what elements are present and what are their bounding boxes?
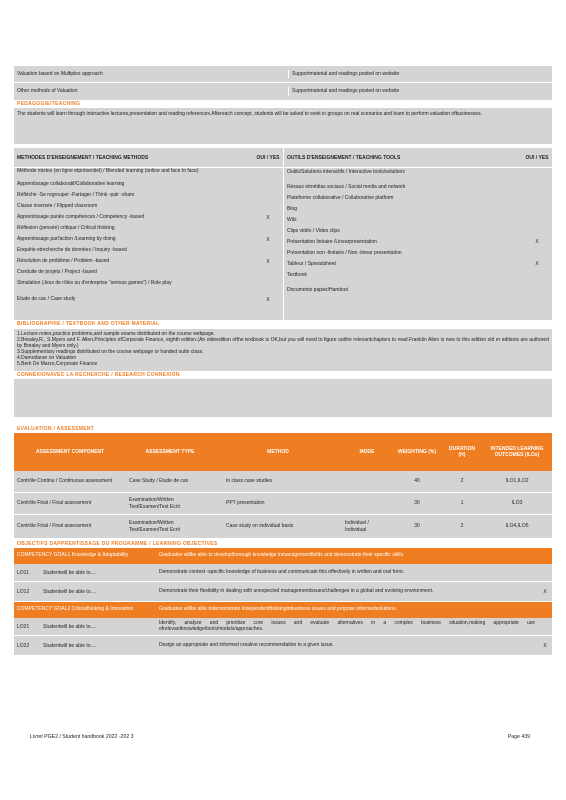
method-label: Apprentissage pariés compétences / Competency -based [17,214,145,221]
method-mark [253,247,283,249]
tool-row [284,271,552,282]
method-mark [253,280,283,282]
tools-header-yes: OUI / YES [525,154,549,161]
connexion-title: CONNEXIONAVEC LA RECHERCHE / RESEARCH CONNEXION [17,371,180,378]
objective-code: LO21 [17,623,30,630]
resource-support: Supportmaterial and readings posted on website [292,88,400,95]
eval-header-outcomes: INTENDED LEARNING OUTCOMES (ILOs) [490,445,544,458]
eval-type: Examination/Written Test/Examen/Test Ecrit [129,520,180,533]
methods-left-column [14,148,284,320]
bibliography-item: 1.Lecture notes,practice problems,and sample exams distributed on the course webpage. [17,330,215,337]
method-label: Simulation (Jeux de rôles ou d'entreprise "serious games") / Role play [17,280,172,287]
eval-weight: 40 [414,478,420,485]
page-content [14,66,552,656]
eval-header-component: ASSESSMENT COMPONENT [35,448,105,455]
objective-row [14,618,552,636]
tool-label: Présentation non -linéaire / Non -linear presentation [287,250,402,257]
method-row [14,247,283,258]
tool-row [284,227,552,238]
resource-row [14,66,552,83]
method-label: Conduite de projets / Project -based [17,269,97,276]
tool-mark [522,205,552,207]
method-label: Classe inversée / Flipped classroom [17,203,98,210]
eval-duration: 1 [460,500,464,507]
method-mark [253,181,283,183]
goal-header [14,548,552,564]
tool-row [284,260,552,271]
tool-label: Textbook [287,272,308,279]
objective-mark: X [543,588,547,595]
objective-who: Studentwill be able to.... [43,642,97,649]
objective-text: Design an appropriate and informed creative recommendation to a given issue. [159,641,334,648]
objective-code: LO12 [17,588,30,595]
goal-description: Graduates willbe able todemonstrate independentthinkinginbusiness issues and propose informedsolutions. [159,606,397,613]
methods-header-label: METHODES D'ENSEIGNEMENT / TEACHING METHODS [17,154,149,161]
method-mark [253,269,283,271]
method-row [14,181,283,192]
method-label: Enquête etrecherche de données / Inquiry -based [17,247,127,254]
resource-topic: Other methods of Valuation [14,87,289,95]
tool-row [284,216,552,227]
eval-outcomes: ILO1,ILO2 [505,478,529,485]
eval-header-method: METHOD [267,448,289,455]
method-mark: X [266,297,270,304]
tools-header-label: OUTILS D'ENSEIGNEMENT / TEACHING TOOLS [287,154,401,161]
method-label: Méthode mixtes (en ligne etprésentiel) / Blended learning (online and face to face) [17,168,199,175]
bibliography-item: 2.Brealey,R., S.Myers and F. Allen,Principles ofCorporate Finance, eighth edition.(An oldeedition ofthe textbook is OK,but you will need to figure outthe relevantchapters to read.Franklin Allen is new to this edition old er editions are authored by Brealey and Myers only.) [17,336,549,349]
eval-header-type: ASSESSMENT TYPE [145,448,195,455]
objective-text: Demonstrate context -specific knowledge of business and communicate this effectively in written and oral form. [159,568,405,575]
resource-row [14,83,552,100]
eval-mode [342,481,392,483]
objective-mark: X [543,642,547,649]
method-row [14,225,283,236]
teaching-methods-table [14,148,552,320]
evaluation-row [14,493,552,515]
bibliography-title: BIBLIOGRAPHIE / TEXTBOOK AND OTHER MATERIAL [17,321,160,328]
tool-label: Présentation linéaire /Linearpresentation [287,239,377,246]
method-mark: X [266,237,270,244]
tool-mark [522,168,552,170]
footer-page-number: Page 439 [507,734,530,740]
eval-type: Examination/Written Test/Examen/Test Ecrit [129,497,180,510]
tool-row [284,249,552,260]
objective-who: Studentwill be able to.... [43,623,97,630]
method-label: Résolution de problème / Problem -based [17,258,110,265]
tool-row [284,286,552,298]
tool-row [284,194,552,205]
evaluation-row [14,471,552,493]
methods-header [14,148,283,168]
goal-name: COMPETENCY GOAL2 Criticalthinking & Innovation [17,606,134,613]
tool-mark [522,216,552,218]
objective-who: Studentwill be able to.... [43,588,97,595]
evaluation-row [14,515,552,539]
eval-mode: Individuel / Individual [345,520,369,533]
goal-name: COMPETENCY GOAL1 Knowledge & Adaptability [17,552,129,559]
method-label: Etude de cas / Case study [17,296,76,303]
tools-header [284,148,552,168]
objective-code: LO11 [17,569,29,576]
tool-label: Wiki [287,217,297,224]
tool-mark [522,249,552,251]
eval-mode [342,503,392,505]
objective-text: Identify, analyze and prioritize core issues and evaluate alternatives in a complex business situation,making appropriate use ofrelevantknowledge/tools/models/approaches. [159,620,535,632]
objective-row [14,564,552,582]
objective-who: Studentwill be able to.... [43,569,97,576]
goal-spacer [538,609,552,611]
tool-mark [522,227,552,229]
goal-description: Graduates willbe able to developthorough knowledge inmanagementfields and demonstrate their specific skills. [159,552,405,559]
eval-outcomes: ILO4,ILO5 [505,523,529,530]
eval-weight: 30 [414,523,420,530]
method-row [14,280,283,296]
method-row [14,269,283,280]
eval-component: Contrôle Continu / Continuous assessment [17,478,113,485]
tool-label: Résaux etmédias sociaux / Social media and network [287,184,406,191]
eval-outcomes: ILO3 [511,500,523,507]
eval-header-weight: WEIGHTING (%) [397,448,437,455]
method-mark: X [266,259,270,266]
method-mark [253,192,283,194]
methods-header-yes: OUI / YES [256,154,280,161]
tool-row [284,205,552,216]
method-row [14,192,283,203]
evaluation-header [14,433,552,471]
evaluation-table [14,433,552,539]
objective-row [14,636,552,656]
tool-mark [522,183,552,185]
method-label: Réflexion (pensée) critique / Critical thinking [17,225,115,232]
tool-mark: X [535,261,539,268]
method-row [14,168,283,181]
tool-label: Outils/Solutions interactifs / Interactive tools/solutions [287,169,405,176]
resource-topic: Valuation based on Multiples approach [14,70,289,78]
bibliography-item: 3.Supplementary readings distributed on the course webpage or handed outin class. [17,348,204,355]
method-mark [253,225,283,227]
method-row [14,203,283,214]
eval-header-duration: DURATION (H) [448,445,475,458]
method-label: Apprentissage parl'action /Learning by doing [17,236,116,243]
bibliography-item: 5.Berk De Marzo,Corporate Finance [17,360,98,367]
eval-header-mode: MODE [359,448,375,455]
pedagogy-text: The students will learn through interactive lectures,presentation and reading references.Aftereach concept, students will be asked to work in groups on real scenarios and learn to perform valuation ofbusinesses. [14,108,552,144]
footer-left: Livret PGE2 / Student handbook 2022 -202 3 [30,734,134,740]
method-mark [253,168,283,170]
resources-table [14,66,552,100]
method-row [14,214,283,225]
objectives-table [14,548,552,656]
method-label: Réfléchir -Se regrouper -Partager / Think -pair -share [17,192,135,199]
objective-text: Demonstrate their flexibility in dealing with unexpected managementissues/challenges in a global and evolving environment. [159,587,434,594]
evaluation-title: EVALUATION / ASSESSMENT [17,425,95,432]
tool-row [284,183,552,194]
eval-method: Case study on individual basis [226,523,294,530]
page-footer [30,734,530,741]
method-mark [253,203,283,205]
resource-support: Supportmaterial and readings posted on website [292,70,400,77]
goal-header [14,602,552,618]
eval-type: Case Study / Etude de cas [129,478,189,485]
goal-spacer [538,555,552,557]
eval-method: In class case studies [226,478,273,485]
method-row [14,296,283,307]
objective-code: LO22 [17,642,30,649]
eval-duration: 2 [460,523,464,530]
method-row [14,236,283,247]
bibliography-list [14,329,552,371]
method-row [14,258,283,269]
tools-right-list [284,168,552,298]
eval-duration: 2 [460,478,464,485]
tool-mark [522,194,552,196]
tool-mark [522,286,552,288]
method-mark: X [266,215,270,222]
tool-mark [522,271,552,273]
bibliography-item: 4.Damodaran on Valuation [17,354,77,361]
methods-right-column [284,148,552,320]
tool-label: Tableur / Spreadsheet [287,261,336,268]
tool-label: Plateforme collaborative / Collaborative platform [287,195,394,202]
eval-component: Contrôle Final / Final assessment [17,523,92,530]
connexion-box [14,379,552,417]
tool-row [284,168,552,181]
eval-weight: 30 [414,500,420,507]
objective-row [14,582,552,602]
methods-left-list [14,168,283,307]
objectives-title: OBJECTIFS DAPPRENTISSAGE DU PROGRAMME / LEARNING OBJECTIVES [17,541,218,547]
tool-mark: X [535,239,539,246]
tool-label: Blog [287,206,298,213]
tool-label: Documents papier/Handout [287,287,348,294]
method-label: Apprentissage collaboratif/Collaborative learning [17,181,125,188]
tool-label: Clips vidéo / Video clips [287,228,340,235]
pedagogy-title: PEDAGOGIE/TEACHING [17,101,81,107]
eval-method: PPT presentation [226,500,265,507]
evaluation-rows [14,471,552,539]
eval-component: Contrôle Final / Final assessment [17,500,92,507]
tool-row [284,238,552,249]
